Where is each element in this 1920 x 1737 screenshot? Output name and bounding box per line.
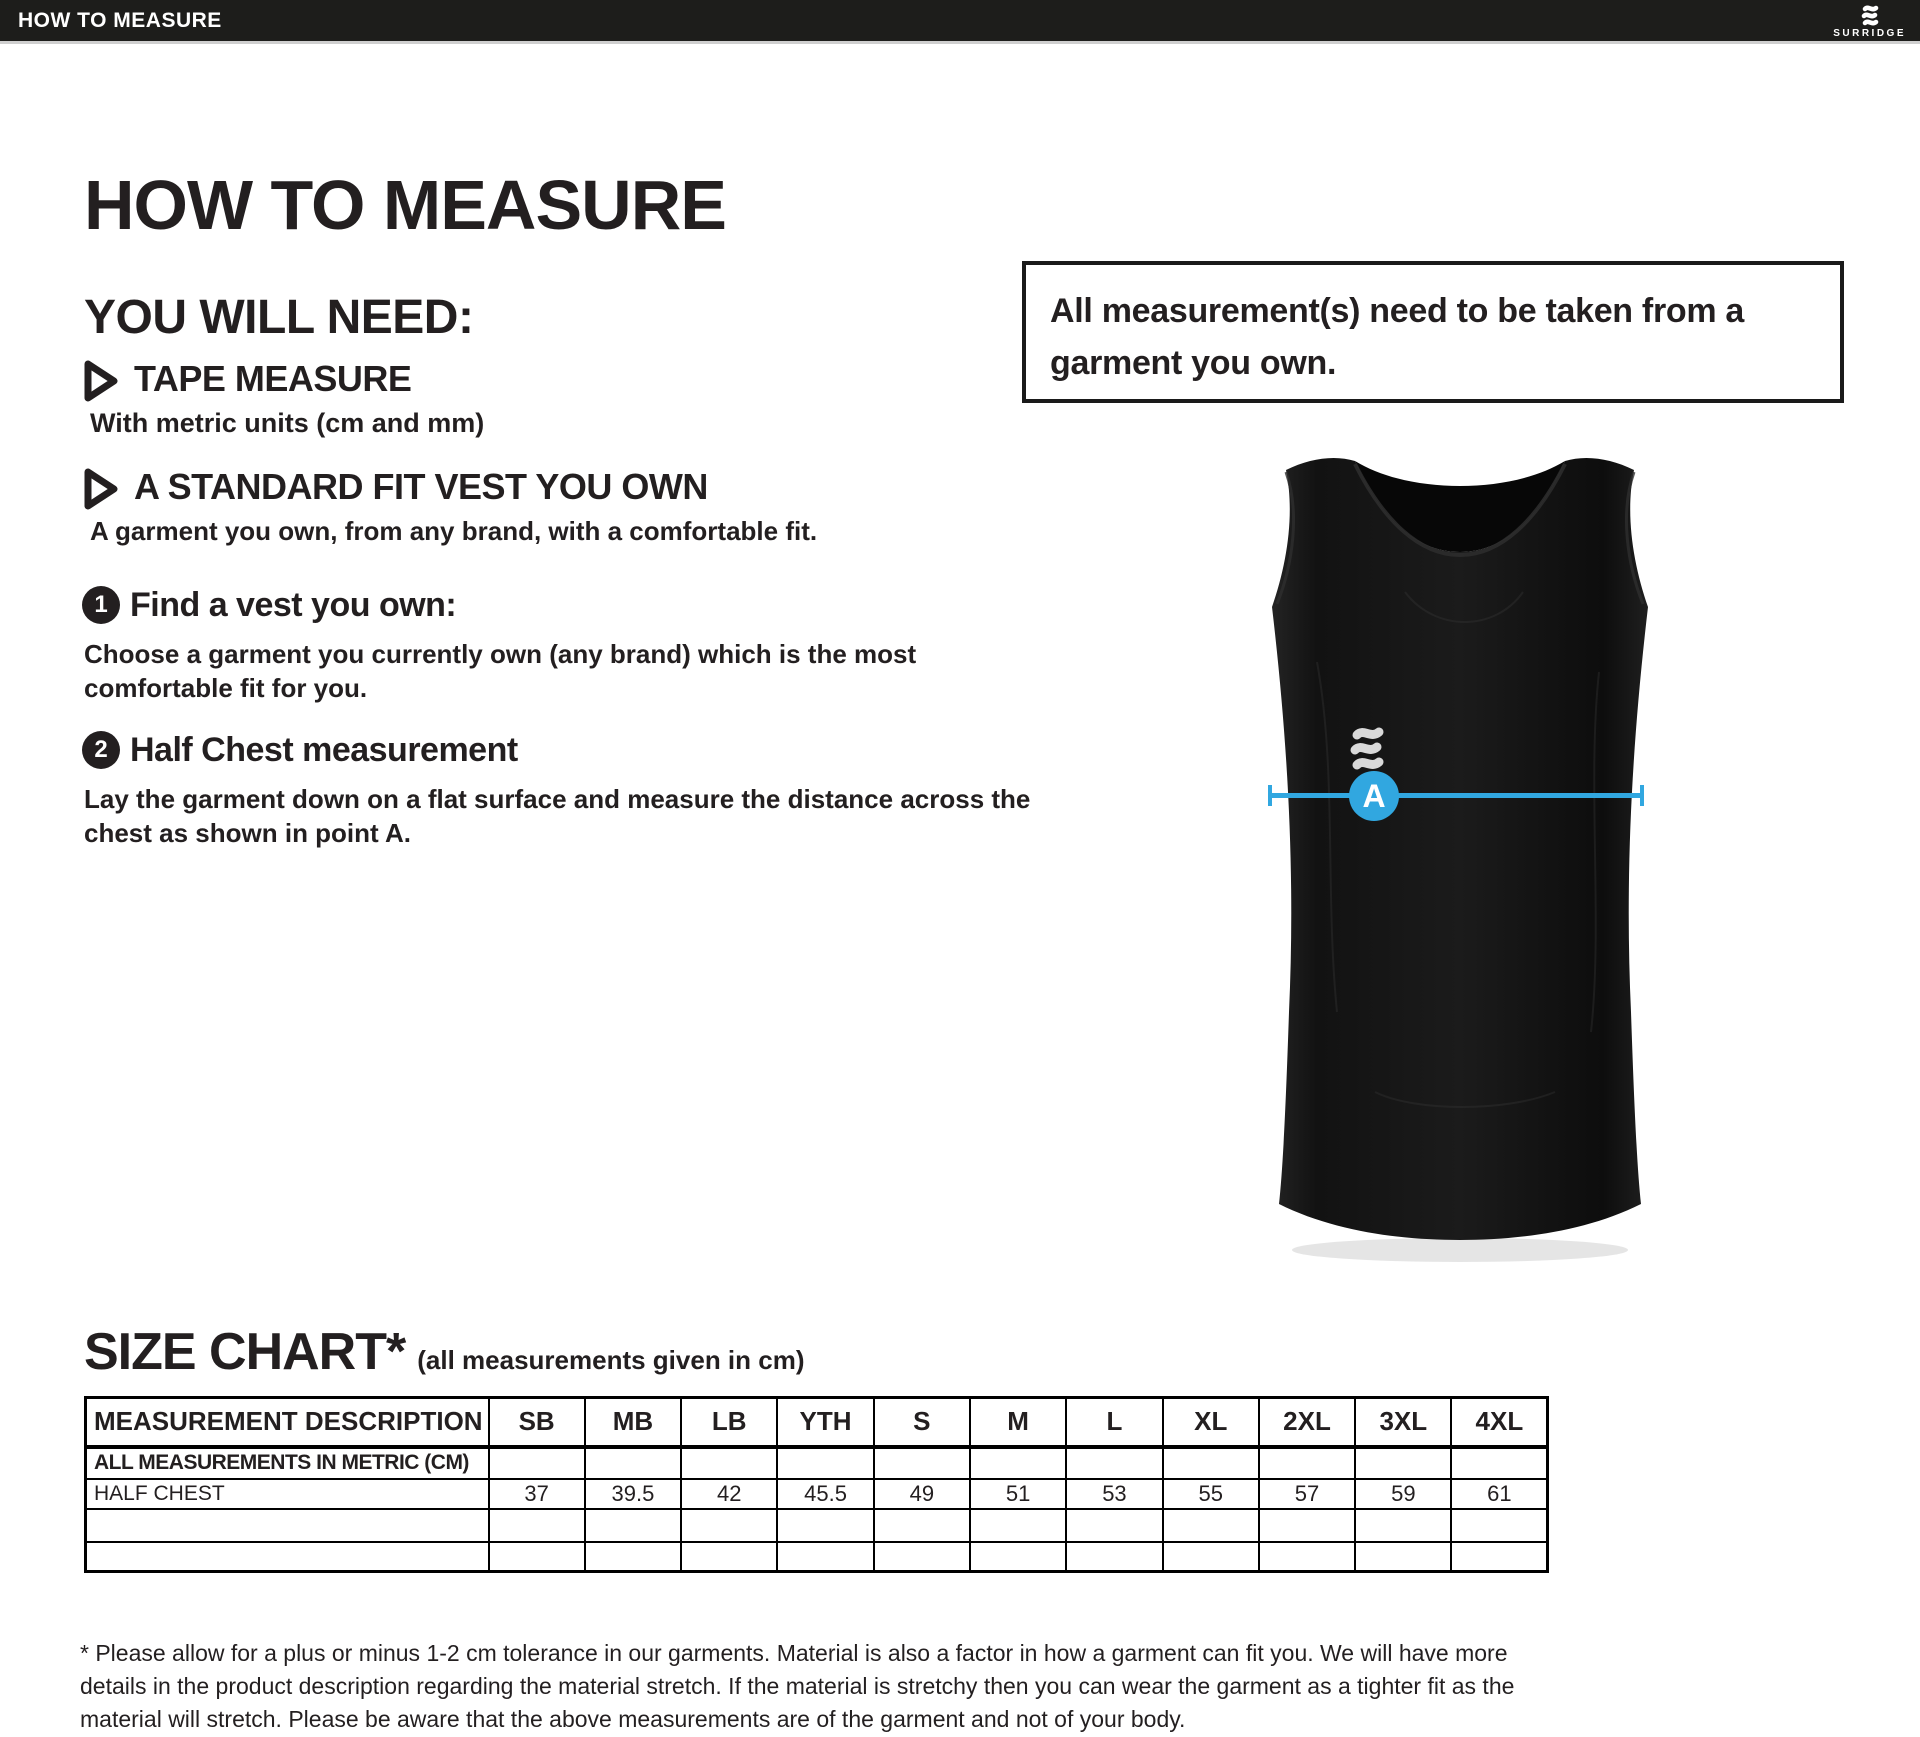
table-cell: 57 <box>1259 1479 1355 1509</box>
table-cell: 51 <box>970 1479 1066 1509</box>
table-cell <box>1355 1542 1451 1572</box>
table-cell <box>777 1542 873 1572</box>
table-cell <box>1259 1447 1355 1479</box>
vest-shadow <box>1292 1238 1628 1262</box>
table-cell <box>1163 1509 1259 1542</box>
table-cell <box>1259 1509 1355 1542</box>
table-cell <box>681 1542 777 1572</box>
table-cell <box>874 1447 970 1479</box>
table-cell: 55 <box>1163 1479 1259 1509</box>
row-label: ALL MEASUREMENTS IN METRIC (CM) <box>86 1447 489 1479</box>
table-row <box>86 1542 1548 1572</box>
table-cell <box>1066 1509 1162 1542</box>
step-1 <box>84 586 1064 705</box>
vest-illustration <box>1255 452 1665 1272</box>
table-cell <box>489 1447 585 1479</box>
need-item-desc: A garment you own, from any brand, with a comfortable fit. <box>90 516 818 546</box>
column-header: MEASUREMENT DESCRIPTION <box>86 1398 489 1447</box>
table-cell: 49 <box>874 1479 970 1509</box>
step-desc: Choose a garment you currently own (any brand) which is the most comfortable fit for you. <box>84 639 917 703</box>
need-item-tape-measure <box>84 358 484 439</box>
table-cell <box>777 1447 873 1479</box>
size-chart-heading <box>84 1322 805 1382</box>
table-cell: 53 <box>1066 1479 1162 1509</box>
size-chart-note: (all measurements given in cm) <box>417 1345 805 1375</box>
table-cell: 37 <box>489 1479 585 1509</box>
table-cell <box>874 1509 970 1542</box>
table-cell <box>1163 1542 1259 1572</box>
footnote: * Please allow for a plus or minus 1-2 cm tolerance in our garments. Material is also a factor in how a garment can fit you. We will have more details in the product description regarding the material stretch. If the material is stretchy then you can wear the garment as a tighter fit as the material will stretch. Please be aware that the above measurements are of the garment and not of your body. <box>80 1640 1515 1732</box>
table-cell <box>1355 1447 1451 1479</box>
table-cell <box>970 1542 1066 1572</box>
table-row <box>86 1447 1548 1479</box>
table-cell: 59 <box>1355 1479 1451 1509</box>
column-header: 4XL <box>1451 1398 1547 1447</box>
column-header: MB <box>585 1398 681 1447</box>
step-title: Half Chest measurement <box>130 731 518 769</box>
table-cell <box>970 1447 1066 1479</box>
vest-chest-logo <box>1355 732 1379 765</box>
column-header: XL <box>1163 1398 1259 1447</box>
column-header: YTH <box>777 1398 873 1447</box>
need-item-title: A STANDARD FIT VEST YOU OWN <box>134 466 708 507</box>
table-cell <box>1259 1542 1355 1572</box>
vest-figure <box>1255 452 1665 1272</box>
brand-name: SURRIDGE <box>1833 27 1906 39</box>
table-cell <box>585 1509 681 1542</box>
column-header: 3XL <box>1355 1398 1451 1447</box>
table-cell <box>681 1509 777 1542</box>
table-cell <box>489 1509 585 1542</box>
table-cell <box>681 1447 777 1479</box>
table-cell <box>585 1447 681 1479</box>
column-header: M <box>970 1398 1066 1447</box>
column-header: S <box>874 1398 970 1447</box>
page-title: HOW TO MEASURE <box>84 165 726 244</box>
table-cell: 42 <box>681 1479 777 1509</box>
table-row <box>86 1479 1548 1509</box>
surridge-s-icon <box>1857 5 1883 27</box>
column-header: 2XL <box>1259 1398 1355 1447</box>
step-2 <box>84 731 1064 850</box>
table-cell <box>489 1542 585 1572</box>
table-cell <box>1066 1447 1162 1479</box>
column-header: L <box>1066 1398 1162 1447</box>
step-desc: Lay the garment down on a flat surface and measure the distance across the chest as shown in point A. <box>84 784 1031 848</box>
column-header: LB <box>681 1398 777 1447</box>
table-cell <box>1451 1509 1547 1542</box>
triangle-bullet-icon <box>84 360 120 402</box>
table-cell <box>874 1542 970 1572</box>
table-cell <box>1355 1509 1451 1542</box>
table-cell <box>1066 1542 1162 1572</box>
step-title: Find a vest you own: <box>130 586 457 624</box>
brand-logo <box>1833 5 1906 39</box>
need-item-standard-vest <box>84 466 817 547</box>
triangle-bullet-icon <box>84 468 120 510</box>
need-item-desc: With metric units (cm and mm) <box>90 408 485 438</box>
vest-body <box>1272 458 1648 1240</box>
row-label <box>86 1542 489 1572</box>
top-bar <box>0 0 1920 44</box>
need-item-title: TAPE MEASURE <box>134 358 412 399</box>
table-cell <box>970 1509 1066 1542</box>
size-chart-title: SIZE CHART* <box>84 1323 406 1381</box>
measure-point-label: A <box>1362 778 1386 814</box>
table-row <box>86 1509 1548 1542</box>
notice-box: All measurement(s) need to be taken from a garment you own. <box>1022 261 1844 403</box>
table-cell <box>1163 1447 1259 1479</box>
size-chart-table <box>84 1396 1549 1573</box>
step-number-badge: 1 <box>82 586 120 624</box>
top-bar-title: HOW TO MEASURE <box>18 8 222 32</box>
table-cell <box>585 1542 681 1572</box>
table-cell <box>1451 1542 1547 1572</box>
table-cell <box>777 1509 873 1542</box>
you-will-need-heading: YOU WILL NEED: <box>84 290 474 344</box>
table-cell: 61 <box>1451 1479 1547 1509</box>
table-cell <box>1451 1447 1547 1479</box>
row-label <box>86 1509 489 1542</box>
row-label: HALF CHEST <box>86 1479 489 1509</box>
table-cell: 39.5 <box>585 1479 681 1509</box>
column-header: SB <box>489 1398 585 1447</box>
step-number-badge: 2 <box>82 731 120 769</box>
table-cell: 45.5 <box>777 1479 873 1509</box>
